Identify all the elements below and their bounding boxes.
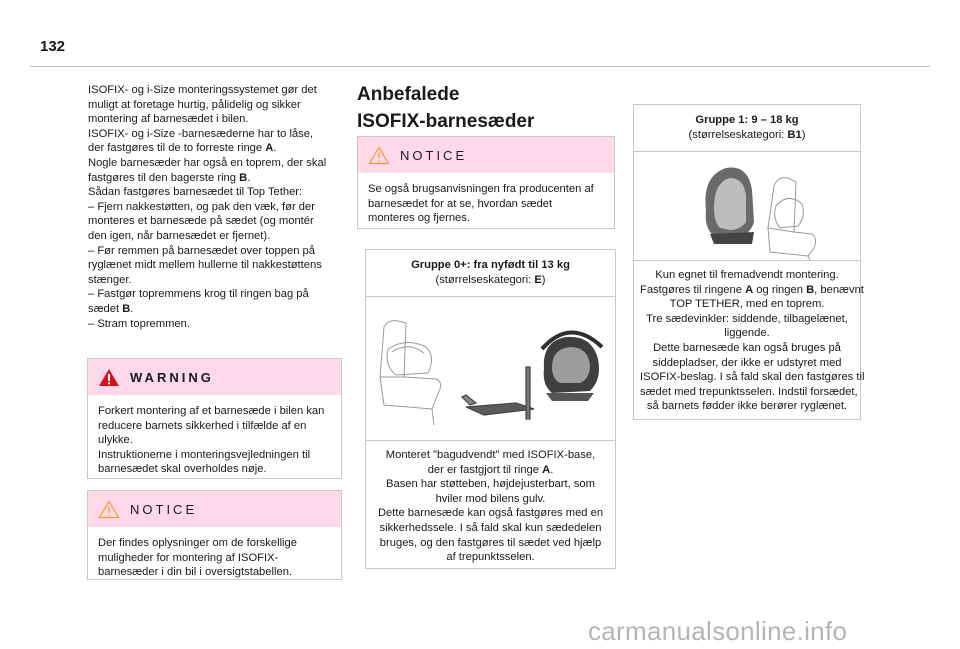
- group1-subtitle: (størrelseskategori: B1): [688, 128, 806, 141]
- description-line: af trepunktsselen.: [446, 551, 535, 564]
- description-line: Basen har støtteben, højdejusterbart, som: [386, 478, 595, 491]
- group0-subtitle: (størrelseskategori: E): [435, 273, 546, 286]
- section-title: [357, 83, 534, 134]
- section-title-line1: Anbefalede: [357, 84, 460, 105]
- description-line: Dette barnesæde kan også bruges på: [653, 341, 841, 354]
- infant-carrier-illustration: [366, 297, 615, 441]
- warning-line: reducere barnets sikkerhed i tilfælde af en: [98, 419, 307, 432]
- warning-triangle-icon: [98, 368, 120, 387]
- text-line: ryglænet midt mellem hullerne til nakkestøttens: [88, 259, 322, 272]
- page-number: 132: [40, 38, 66, 55]
- group0-title: Gruppe 0+: fra nyfødt til 13 kg: [411, 259, 570, 271]
- notice-line: barnesæder i din bil i oversigtstabellen.: [98, 566, 293, 579]
- group1-title: Gruppe 1: 9 – 18 kg: [695, 114, 799, 126]
- description-line: Kun egnet til fremadvendt montering.: [655, 269, 839, 281]
- group0-header: [366, 250, 615, 297]
- text-line: ISOFIX- og i-Size -barnesæderne har to låse,: [88, 127, 314, 140]
- text-line: der fastgøres til de to forreste ringe A.: [88, 142, 277, 155]
- notice-box-middle: [357, 136, 615, 229]
- group1-card: [633, 104, 865, 420]
- notice-line: Der findes oplysninger om de forskellige: [98, 537, 297, 549]
- warning-line: Instruktionerne i monteringsvejledningen til: [98, 448, 311, 461]
- watermark: carmanualsonline.info: [588, 616, 848, 646]
- notice-line: monteres og fjernes.: [368, 212, 470, 225]
- text-line: den igen, når barnesædet er fjernet).: [88, 229, 271, 242]
- group0-description: [366, 441, 615, 573]
- notice-triangle-icon: [98, 500, 120, 519]
- description-line: sikkerhedssele. I så fald skal kun sædedelen: [379, 521, 602, 534]
- text-line: muligt at foretage hurtig, pålidelig og sikker: [88, 98, 301, 111]
- text-line: sædet B.: [88, 302, 134, 315]
- description-line: bruges, og den fastgøres til sædet ved hjælp: [379, 536, 602, 549]
- description-line: Dette barnesæde kan også fastgøres med en: [377, 507, 604, 520]
- description-line: liggende.: [724, 327, 770, 340]
- text-line: – Fjern nakkestøtten, og pak den væk, før der: [88, 200, 315, 213]
- text-line: ISOFIX- og i-Size monteringssystemet gør det: [88, 84, 317, 96]
- notice-line: barnesædet for at se, hvordan sædet: [368, 197, 553, 210]
- text-line: Nogle barnesæder har også en toprem, der skal: [88, 156, 327, 169]
- description-line: sædet med trepunktsselen. Indstil forsædet,: [640, 385, 858, 398]
- description-line: der er fastgjort til ringe A.: [427, 463, 554, 476]
- intro-text: [88, 83, 344, 331]
- description-line: hviler mod bilens gulv.: [435, 492, 546, 505]
- text-line: – Fastgør topremmens krog til ringen bag på: [88, 288, 309, 301]
- text-line: – Stram topremmen.: [88, 317, 190, 330]
- notice-line: Se også brugsanvisningen fra producenten af: [368, 183, 594, 195]
- group1-image: [634, 152, 860, 261]
- notice-title: NOTICE: [130, 501, 198, 517]
- notice-triangle-icon: [368, 146, 390, 165]
- text-line: stænger.: [88, 273, 132, 286]
- warning-body: [88, 395, 341, 487]
- top-rule: [30, 66, 930, 67]
- description-line: ISOFIX-beslag. I så fald skal den fastgøres til: [640, 371, 865, 384]
- description-line: Fastgøres til ringene A og ringen B, benævnt: [640, 283, 864, 296]
- notice-body: [358, 173, 614, 236]
- description-line: Monteret "bagudvendt" med ISOFIX-base,: [385, 449, 596, 461]
- warning-line: barnesædet skal overholdes nøje.: [98, 463, 267, 476]
- group0-card: [365, 249, 616, 569]
- notice-title: NOTICE: [400, 147, 468, 163]
- notice-box-left: [87, 490, 342, 580]
- warning-line: ulykke.: [98, 434, 133, 447]
- description-line: Tre sædevinkler: siddende, tilbagelænet,: [646, 312, 848, 325]
- group1-description: [634, 261, 865, 422]
- group1-header: [634, 105, 860, 152]
- description-line: så barnets fødder ikke berører ryglænet.: [646, 400, 848, 413]
- text-line: fastgøres til den bagerste ring B.: [88, 171, 251, 184]
- notice-line: muligheder for montering af ISOFIX-: [98, 551, 279, 564]
- left-column: [88, 83, 344, 331]
- description-line: TOP TETHER, med en toprem.: [669, 298, 825, 311]
- warning-line: Forkert montering af et barnesæde i bilen kan: [98, 405, 325, 417]
- description-line: siddepladser, der ikke er udstyret med: [652, 356, 842, 369]
- child-seat-illustration: [634, 152, 860, 261]
- warning-box: [87, 358, 342, 479]
- notice-body: [88, 527, 341, 590]
- group0-image: [366, 297, 615, 441]
- warning-title: WARNING: [130, 369, 214, 385]
- text-line: – Før remmen på barnesædet over toppen på: [88, 244, 315, 257]
- section-title-line2: ISOFIX-barnesæder: [357, 111, 535, 132]
- text-line: montering af barnesædet i bilen.: [88, 113, 249, 126]
- text-line: Sådan fastgøres barnesædet til Top Tether:: [88, 186, 303, 199]
- text-line: monteres et barnesæde på sædet (og montér: [88, 215, 314, 228]
